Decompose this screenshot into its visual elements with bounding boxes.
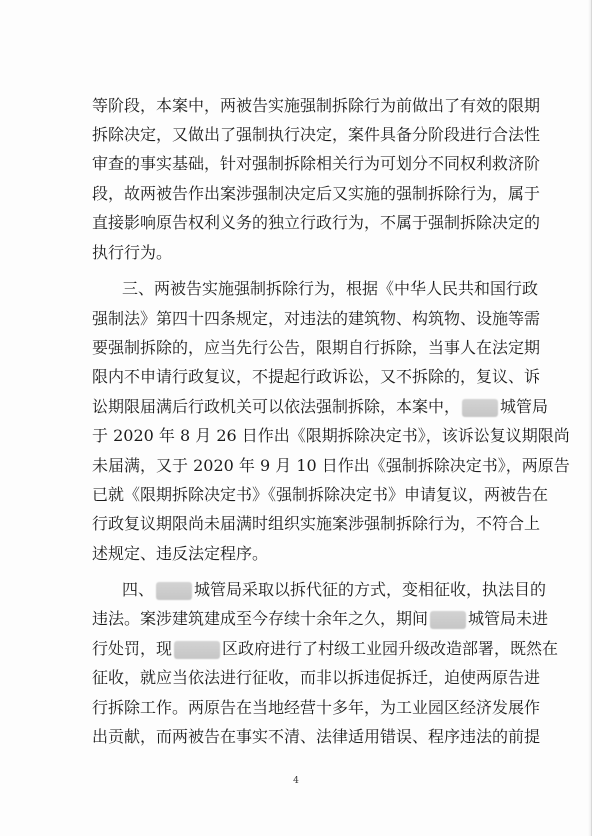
redaction-mark [156,582,192,600]
text-line: 未届满，又于 2020 年 9 月 10 日作出《强制拆除决定书》，两原告 [92,456,570,475]
text-line: 执行行为。 [92,243,173,262]
redaction-mark [430,611,466,629]
text-line [92,636,558,662]
text-line: 三、两被告实施强制拆除行为，根据《中华人民共和国行政 [122,279,539,298]
text-line [92,394,548,420]
text-fragment: 区政府进行了村级工业园升级改造部署，既然在 [222,639,559,658]
text-line: 限内不申请行政复议，不提起行政诉讼，又不拆除的，复议、诉 [92,367,541,386]
text-line: 述规定、违反法定程序。 [92,544,269,563]
text-line: 段，故两被告作出案涉强制决定后又实施的强制拆除行为，属于 [92,184,541,203]
text-line: 于 2020 年 8 月 26 日作出《限期拆除决定书》，该诉讼复议期限尚 [92,426,570,445]
text-line: 出贡献，而两被告在事实不清、法律适用错误、程序违法的前提 [92,727,541,746]
text-line: 已就《限期拆除决定书》《强制拆除决定书》申请复议，两被告在 [92,485,549,504]
text-fragment: 城管局未进 [468,609,549,628]
text-fragment: 城管局 [500,397,549,416]
redaction-mark [462,399,498,417]
text-fragment: 四、 [122,580,155,599]
text-line [122,577,546,603]
scan-edge-shadow [588,0,591,836]
text-line: 行拆除工作。两原告在当地经营十多年，为工业园区经济发展作 [92,698,541,717]
text-line: 征收，就应当依法进行征收，而非以拆违促拆迁，迫使两原告进 [92,668,541,687]
text-line [92,606,548,632]
text-line: 拆除决定，又做出了强制执行决定，案件具备分阶段进行合法性 [92,125,541,144]
text-line: 行政复议期限尚未届满时组织实施案涉强制拆除行为，不符合上 [92,514,541,533]
text-line: 审查的事实基础，针对强制拆除相关行为可划分不同权利救济阶 [92,154,541,173]
text-fragment: 违法。案涉建筑建成至今存续十余年之久，期间 [92,609,429,628]
text-line: 强制法》第四十四条规定，对违法的建筑物、构筑物、设施等需 [92,309,541,328]
text-line: 直接影响原告权利义务的独立行政行为，不属于强制拆除决定的 [92,213,541,232]
text-fragment: 讼期限届满后行政机关可以依法强制拆除，本案中， [92,397,461,416]
text-line: 等阶段，本案中，两被告实施强制拆除行为前做出了有效的限期 [92,96,541,115]
text-line: 要强制拆除的，应当先行公告，限期自行拆除，当事人在法定期 [92,338,541,357]
text-fragment: 行处罚，现 [92,639,173,658]
redaction-mark [174,641,220,659]
page-number: 4 [293,776,299,786]
text-fragment: 城管局采取以拆代征的方式，变相征收，执法目的 [194,580,547,599]
